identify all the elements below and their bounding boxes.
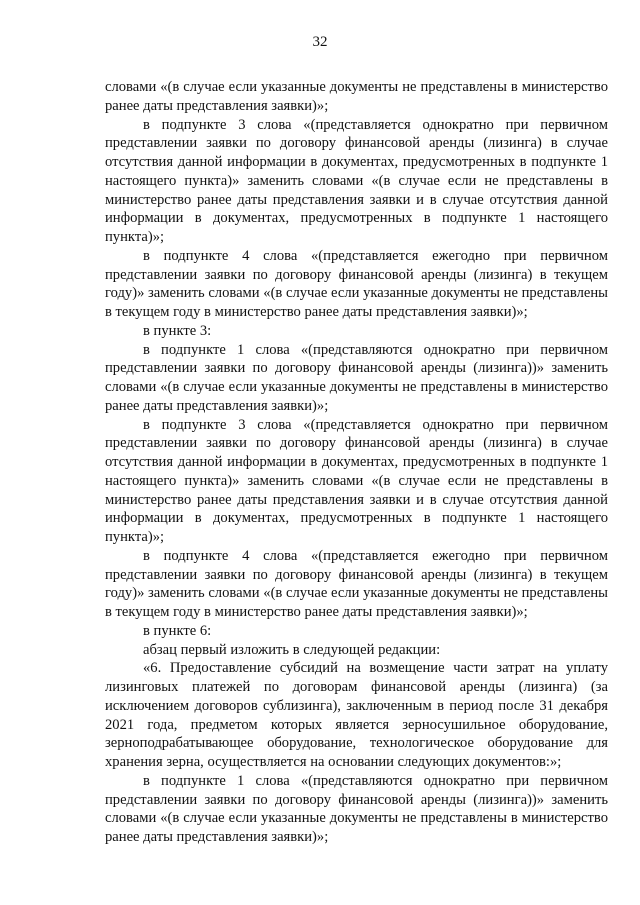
paragraph: в подпункте 3 слова «(представляется однократно при первичном представлении заявки по договору финансовой аренды (лизинга) в случае отсутствия данной информации в документах, предусмотренных в подпункте 1 настоящего пункта)» заменить словами «(в случае если не представлены в министерство ранее даты представления заявки и в случае отсутствия данной информации в документах, предусмотренных в подпункте 1 настоящего пункта)»;	[105, 416, 608, 545]
paragraph: словами «(в случае если указанные документы не представлены в министерство ранее даты представления заявки)»;	[105, 79, 608, 114]
paragraph: в подпункте 1 слова «(представляются однократно при первичном представлении заявки по договору финансовой аренды (лизинга))» заменить словами «(в случае если указанные документы не представлены в министерство ранее даты представления заявки)»;	[105, 341, 608, 414]
paragraph: в пункте 3:	[143, 322, 212, 339]
paragraph: в подпункте 1 слова «(представляются однократно при первичном представлении заявки по договору финансовой аренды (лизинга))» заменить словами «(в случае если указанные документы не представлены в министерство ранее даты представления заявки)»;	[105, 772, 608, 845]
paragraph: в подпункте 4 слова «(представляется ежегодно при первичном представлении заявки по договору финансовой аренды (лизинга) в текущем году)» заменить словами «(в случае если указанные документы не представлены в текущем году в министерство ранее даты представления заявки)»;	[105, 547, 608, 620]
paragraph: «6. Предоставление субсидий на возмещение части затрат на уплату лизинговых платежей по договорам финансовой аренды (лизинга) (за исключением договоров сублизинга), заключенным в период после 31 декабря 2021 года, предметом которых является зерносушильное оборудование, зерноподрабатывающее оборудование, технологическое оборудование для хранения зерна, осуществляется на основании следующих документов:»;	[105, 660, 608, 770]
page-number: 32	[312, 34, 328, 50]
paragraph: в подпункте 3 слова «(представляется однократно при первичном представлении заявки по договору финансовой аренды (лизинга) в случае отсутствия данной информации в документах, предусмотренных в подпункте 1 настоящего пункта)» заменить словами «(в случае если не представлены в министерство ранее даты представления заявки и в случае отсутствия данной информации в документах, предусмотренных в подпункте 1 настоящего пункта)»;	[105, 116, 608, 245]
paragraph: в подпункте 4 слова «(представляется ежегодно при первичном представлении заявки по договору финансовой аренды (лизинга) в текущем году)» заменить словами «(в случае если указанные документы не представлены в текущем году в министерство ранее даты представления заявки)»;	[105, 247, 608, 320]
document-body	[105, 78, 608, 847]
paragraph: в пункте 6:	[143, 622, 212, 639]
paragraph: абзац первый изложить в следующей редакции:	[143, 641, 441, 658]
